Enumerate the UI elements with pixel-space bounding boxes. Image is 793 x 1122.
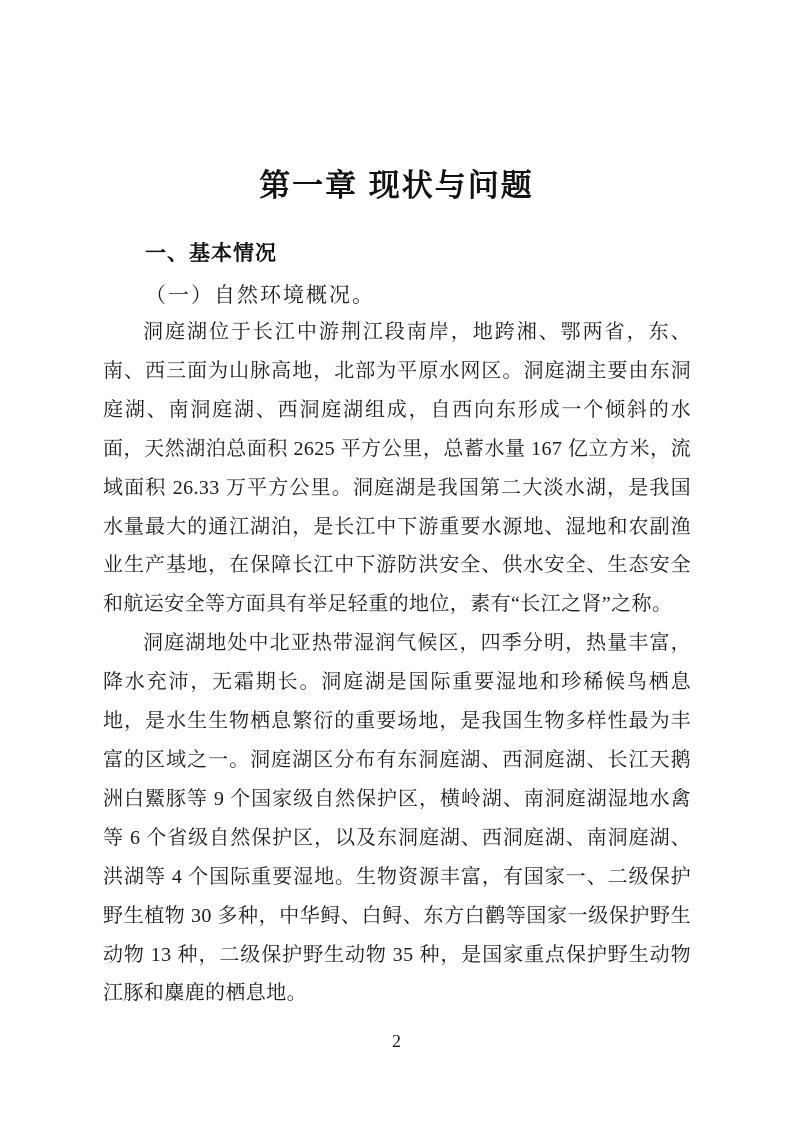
chapter-title: 第一章 现状与问题 (259, 168, 534, 203)
section-heading: 一、基本情况 (145, 242, 277, 265)
body-text (103, 313, 691, 1013)
paragraph-climate-biodiversity: 洞庭湖地处中北亚热带湿润气候区，四季分明，热量丰富，降水充沛，无霜期长。洞庭湖是国际重要湿地和珍稀候鸟栖息地，是水生生物栖息繁衍的重要场地，是我国生物多样性最为丰富的区域之一。洞庭湖区分布有东洞庭湖、西洞庭湖、长江天鹅洲白鱀豚等 9 个国家级自然保护区，横岭湖、南洞庭湖湿地水禽等 6 个省级自然保护区，以及东洞庭湖、西洞庭湖、南洞庭湖、洪湖等 4 个国际重要湿地。生物资源丰富，有国家一、二级保护野生植物 30 多种，中华鲟、白鲟、东方白鹳等国家一级保护野生动物 13 种，二级保护野生动物 35 种，是国家重点保护野生动物江豚和麋鹿的栖息地。 (103, 632, 691, 1005)
subsection-heading: （一）自然环境概况。 (145, 283, 375, 307)
page-number: 2 (392, 1031, 401, 1051)
paragraph-overview: 洞庭湖位于长江中游荆江段南岸，地跨湘、鄂两省，东、南、西三面为山脉高地，北部为平原水网区。洞庭湖主要由东洞庭湖、南洞庭湖、西洞庭湖组成，自西向东形成一个倾斜的水面，天然湖泊总面积 2625 平方公里，总蓄水量 167 亿立方米，流域面积 26.33 万平方公里。洞庭湖是我国第二大淡水湖，是我国水量最大的通江湖泊，是长江中下游重要水源地、湿地和农副渔业生产基地，在保障长江中下游防洪安全、供水安全、生态安全和航运安全等方面具有举足轻重的地位，素有“长江之肾”之称。 (103, 321, 691, 616)
